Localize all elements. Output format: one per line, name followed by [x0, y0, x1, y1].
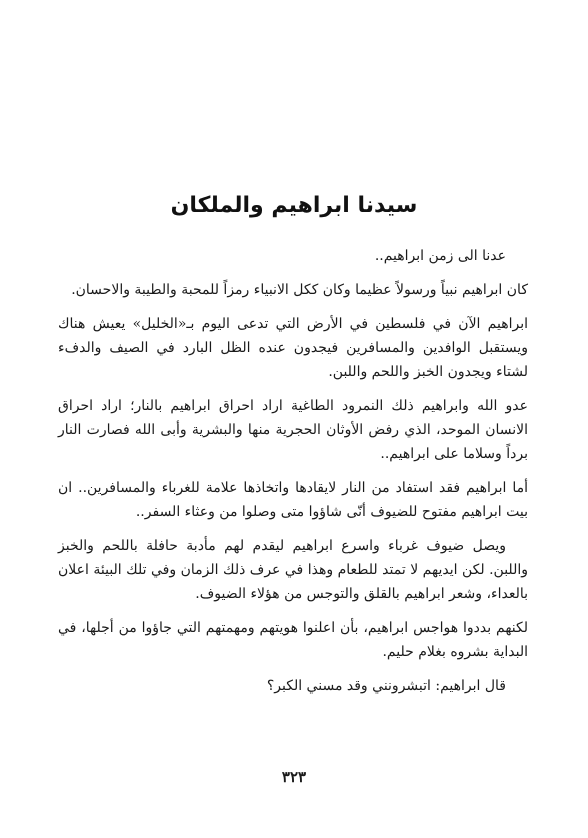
paragraph-8: قال ابراهيم: اتبشرونني وقد مسني الكبر؟ [266, 678, 506, 694]
paragraph-6: ويصل ضيوف غرباء واسرع ابراهيم ليقدم لهم مأدبة حافلة باللحم والخبز واللبن. لكن ايديهم لا تمتد للطعام وهذا في عرف ذلك الزمان وفي تلك البيئة اعلان بالعداء، وشعر ابراهيم بالقلق والتوجس من هؤلاء الضيوف. [58, 538, 528, 602]
paragraph-1: عدنا الى زمن ابراهيم.. [374, 248, 506, 264]
chapter-body [58, 244, 528, 708]
paragraph-3: ابراهيم الآن في فلسطين في الأرض التي تدعى اليوم بـ«الخليل» يعيش هناك ويستقبل الوافدين والمسافرين فيجدون عنده الظل البارد في الصيف والدفء لشتاء ويجدون الخبز واللحم واللبن. [58, 316, 528, 380]
paragraph-2: كان ابراهيم نبياً ورسولاً عظيما وكان ككل الانبياء رمزاً للمحبة والطيبة والاحسان. [71, 282, 528, 298]
page-number: ٣٢٣ [281, 768, 307, 786]
chapter-title: سيدنا ابراهيم والملكان [170, 192, 418, 218]
paragraph-4: عدو الله وابراهيم ذلك النمرود الطاغية اراد احراق ابراهيم بالنار؛ اراد احراق الانسان الموحد، الذي رفض الأوثان الحجرية منها والبشرية وأبى الله فصارت النار برداً وسلاما على ابراهيم.. [58, 398, 528, 462]
paragraph-7: لكنهم بددوا هواجس ابراهيم، بأن اعلنوا هويتهم ومهمتهم التي جاؤوا من أجلها، في البداية بشروه بغلام حليم. [58, 620, 528, 660]
paragraph-5: أما ابراهيم فقد استفاد من النار لايقادها واتخاذها علامة للغرباء والمسافرين.. ان بيت ابراهيم مفتوح للضيوف أنّى شاؤوا متى وصلوا من وعثاء السفر.. [58, 480, 528, 520]
